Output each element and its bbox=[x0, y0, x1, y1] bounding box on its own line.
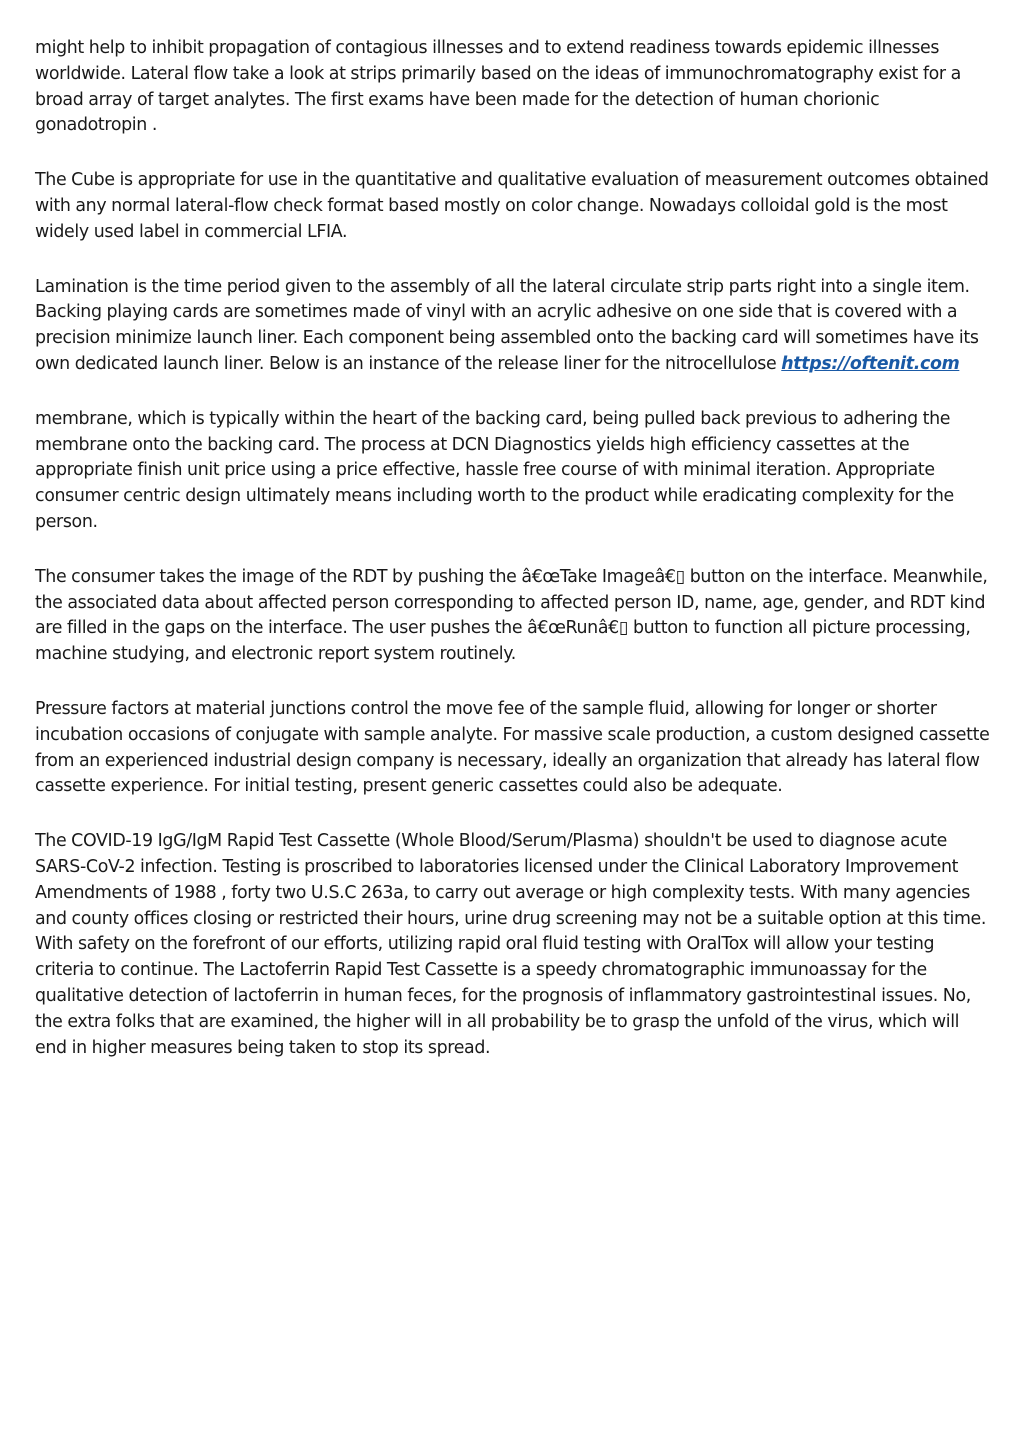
paragraph-7: The COVID-19 IgG/IgM Rapid Test Cassette (Whole Blood/Serum/Plasma) shouldn't be used to diagnose acute SARS-CoV-2 infection. Testing is proscribed to laboratories licensed under the Clinical Laboratory Improvement Amendments of 1988 , forty two U.S.C 263a, to carry out average or high complexity tests. With many agencies and county offices closing or restricted their hours, urine drug screening may not be a suitable option at this time. With safety on the forefront of our efforts, utilizing rapid oral fluid testing with OralTox will allow your testing criteria to continue. The Lactoferrin Rapid Test Cassette is a speedy chromatographic immunoassay for the qualitative detection of lactoferrin in human feces, for the prognosis of inflammatory gastrointestinal issues. No, the extra folks that are examined, the higher will in all probability be to grasp the unfold of the virus, which will end in higher measures being taken to stop its spread. bbox=[35, 831, 987, 1058]
paragraph-5: The consumer takes the image of the RDT by pushing the â€œTake Imageâ€▯ button on the interface. Meanwhile, the associated data about affected person corresponding to affected person ID, name, age, gender, and RDT kind are filled in the gaps on the interface. The user pushes the â€œRunâ€▯ button to function all picture processing, machine studying, and electronic report system routinely. bbox=[35, 566, 988, 665]
paragraph-3 bbox=[35, 275, 995, 378]
paragraph-1: might help to inhibit propagation of contagious illnesses and to extend readiness towards epidemic illnesses worldwide. Lateral flow take a look at strips primarily based on the ideas of immunochromatography exist for a broad array of target analytes. The first exams have been made for the detection of human chorionic gonadotropin . bbox=[35, 38, 961, 136]
paragraph-4: membrane, which is typically within the heart of the backing card, being pulled back previous to adhering the membrane onto the backing card. The process at DCN Diagnostics yields high efficiency cassettes at the appropriate finish unit price using a price effective, hassle free course of with minimal iteration. Appropriate consumer centric design ultimately means including worth to the product while eradicating complexity for the person. bbox=[35, 408, 954, 532]
paragraph-3-text: Lamination is the time period given to the assembly of all the lateral circulate strip parts right into a single item. Backing playing cards are sometimes made of vinyl with an acrylic adhesive on one side that is covered with a precision minimize launch liner. Each component being assembled onto the backing card will sometimes have its own dedicated launch liner. Below is an instance of the release liner for the nitrocellulose bbox=[35, 276, 979, 374]
oftenit-link[interactable]: https://oftenit.com bbox=[781, 353, 960, 374]
document-body bbox=[35, 36, 995, 1090]
paragraph-6: Pressure factors at material junctions control the move fee of the sample fluid, allowing for longer or shorter incubation occasions of conjugate with sample analyte. For massive scale production, a custom designed cassette from an experienced industrial design company is necessary, ideally an organization that already has lateral flow cassette experience. For initial testing, present generic cassettes could also be adequate. bbox=[35, 698, 990, 797]
paragraph-2: The Cube is appropriate for use in the quantitative and qualitative evaluation of measurement outcomes obtained with any normal lateral-flow check format based mostly on color change. Nowadays colloidal gold is the most widely used label in commercial LFIA. bbox=[35, 170, 989, 242]
